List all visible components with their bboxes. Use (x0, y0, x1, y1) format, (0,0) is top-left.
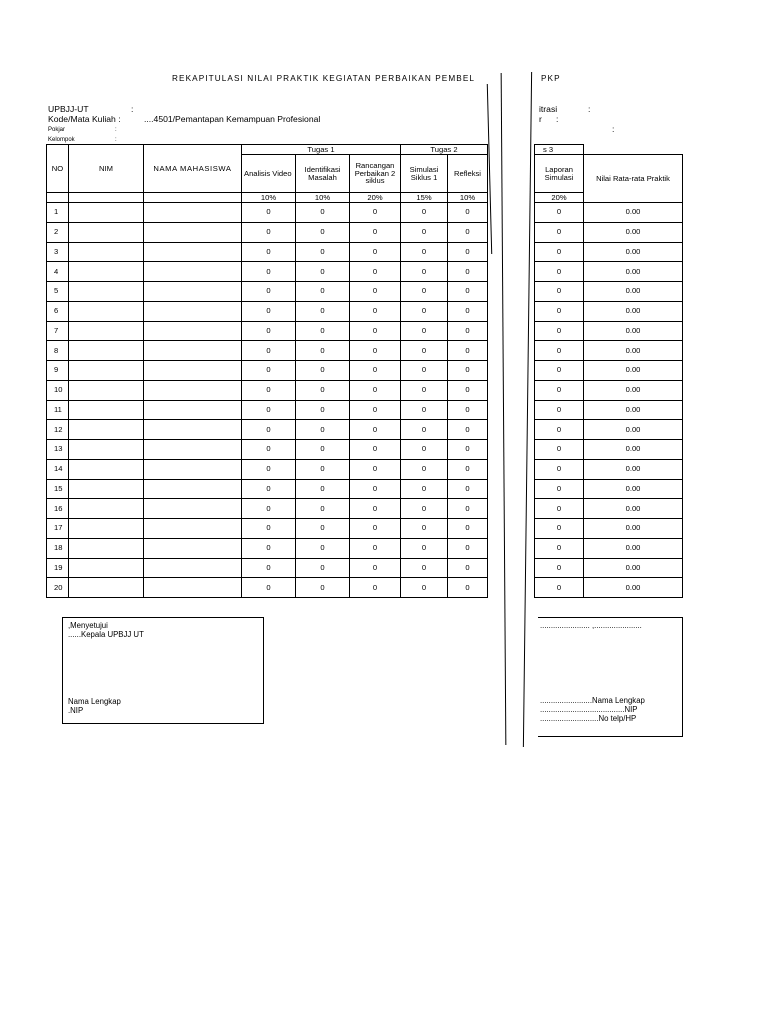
header-fragment-2-colon: : (556, 114, 559, 124)
nim-cell (69, 519, 144, 539)
score-identifikasi: 0 (296, 380, 350, 400)
fold-gap (488, 155, 535, 193)
score-simulasi: 0 (401, 262, 448, 282)
score-analisis: 0 (242, 361, 296, 381)
score-laporan: 0 (535, 262, 584, 282)
table-row (47, 479, 683, 499)
score-simulasi: 0 (401, 361, 448, 381)
score-refleksi: 0 (448, 301, 488, 321)
score-analisis: 0 (242, 538, 296, 558)
nim-cell (69, 499, 144, 519)
average-score: 0.00 (584, 578, 683, 598)
score-analisis: 0 (242, 499, 296, 519)
table-row (47, 262, 683, 282)
table-row (47, 538, 683, 558)
col-header-rancangan: Rancangan Perbaikan 2 siklus (350, 155, 401, 193)
nim-cell (69, 361, 144, 381)
score-analisis: 0 (242, 341, 296, 361)
score-laporan: 0 (535, 242, 584, 262)
average-score: 0.00 (584, 558, 683, 578)
row-number: 18 (47, 538, 69, 558)
row-number: 20 (47, 578, 69, 598)
score-refleksi: 0 (448, 242, 488, 262)
nim-cell (69, 479, 144, 499)
col-header-rata: Nilai Rata-rata Praktik (584, 155, 683, 203)
score-analisis: 0 (242, 380, 296, 400)
score-simulasi: 0 (401, 203, 448, 223)
score-refleksi: 0 (448, 479, 488, 499)
nama-cell (144, 440, 242, 460)
average-score: 0.00 (584, 341, 683, 361)
score-rancangan: 0 (350, 222, 401, 242)
score-rancangan: 0 (350, 578, 401, 598)
signature-box-right (538, 617, 683, 737)
fold-gap (488, 479, 535, 499)
group-header-tugas3: s 3 (535, 145, 584, 155)
score-analisis: 0 (242, 519, 296, 539)
score-simulasi: 0 (401, 538, 448, 558)
score-analisis: 0 (242, 262, 296, 282)
nim-cell (69, 262, 144, 282)
nim-cell (69, 380, 144, 400)
score-simulasi: 0 (401, 242, 448, 262)
fold-gap (488, 578, 535, 598)
average-score: 0.00 (584, 380, 683, 400)
score-rancangan: 0 (350, 262, 401, 282)
fold-gap (488, 459, 535, 479)
score-analisis: 0 (242, 558, 296, 578)
score-laporan: 0 (535, 519, 584, 539)
table-row (47, 578, 683, 598)
nim-subcell (69, 193, 144, 203)
nim-cell (69, 538, 144, 558)
nama-cell (144, 558, 242, 578)
score-simulasi: 0 (401, 519, 448, 539)
nim-cell (69, 459, 144, 479)
table-row (47, 380, 683, 400)
score-rancangan: 0 (350, 420, 401, 440)
score-laporan: 0 (535, 380, 584, 400)
signature-box-left (62, 617, 264, 724)
score-identifikasi: 0 (296, 242, 350, 262)
nim-cell (69, 301, 144, 321)
score-rancangan: 0 (350, 321, 401, 341)
col-header-simulasi: Simulasi Siklus 1 (401, 155, 448, 193)
fold-gap (488, 145, 535, 155)
score-laporan: 0 (535, 578, 584, 598)
score-refleksi: 0 (448, 558, 488, 578)
score-rancangan: 0 (350, 301, 401, 321)
score-refleksi: 0 (448, 499, 488, 519)
nama-cell (144, 282, 242, 302)
group-header-tugas1: Tugas 1 (242, 145, 401, 155)
table-row (47, 321, 683, 341)
header-fragment-1-colon: : (588, 104, 591, 114)
nim-cell (69, 578, 144, 598)
row-number: 4 (47, 262, 69, 282)
table-row (47, 203, 683, 223)
score-analisis: 0 (242, 222, 296, 242)
score-simulasi: 0 (401, 440, 448, 460)
score-laporan: 0 (535, 222, 584, 242)
nama-cell (144, 380, 242, 400)
name-label: Nama Lengkap (68, 697, 121, 706)
score-identifikasi: 0 (296, 538, 350, 558)
average-score: 0.00 (584, 479, 683, 499)
nim-cell (69, 321, 144, 341)
score-refleksi: 0 (448, 262, 488, 282)
table-row (47, 400, 683, 420)
row-number: 19 (47, 558, 69, 578)
score-laporan: 0 (535, 558, 584, 578)
score-identifikasi: 0 (296, 459, 350, 479)
score-rancangan: 0 (350, 479, 401, 499)
pokjar-label: Pokjar (48, 127, 66, 133)
row-number: 10 (47, 380, 69, 400)
row-number: 7 (47, 321, 69, 341)
score-identifikasi: 0 (296, 341, 350, 361)
average-score: 0.00 (584, 400, 683, 420)
weight-simulasi: 15% (401, 193, 448, 203)
approval-label: ,Menyetujui (68, 621, 108, 630)
score-analisis: 0 (242, 440, 296, 460)
nama-cell (144, 578, 242, 598)
weight-identifikasi: 10% (296, 193, 350, 203)
header-fragment-3-colon: : (612, 124, 615, 134)
row-number: 11 (47, 400, 69, 420)
nim-cell (69, 558, 144, 578)
score-refleksi: 0 (448, 420, 488, 440)
nama-cell (144, 361, 242, 381)
average-score: 0.00 (584, 499, 683, 519)
score-rancangan: 0 (350, 538, 401, 558)
table-row (47, 301, 683, 321)
row-number: 17 (47, 519, 69, 539)
score-laporan: 0 (535, 341, 584, 361)
nim-cell (69, 222, 144, 242)
score-rancangan: 0 (350, 440, 401, 460)
nama-cell (144, 301, 242, 321)
col-header-laporan: Laporan Simulasi (535, 155, 584, 193)
row-number: 3 (47, 242, 69, 262)
score-identifikasi: 0 (296, 479, 350, 499)
average-score: 0.00 (584, 282, 683, 302)
col-header-refleksi: Refleksi (448, 155, 488, 193)
score-rancangan: 0 (350, 499, 401, 519)
nama-cell (144, 538, 242, 558)
score-simulasi: 0 (401, 459, 448, 479)
table-row (47, 519, 683, 539)
pokjar-colon: : (115, 127, 117, 133)
score-analisis: 0 (242, 420, 296, 440)
nim-cell (69, 420, 144, 440)
score-rancangan: 0 (350, 282, 401, 302)
score-analisis: 0 (242, 400, 296, 420)
place-date-line: ....................... ,...................... (540, 621, 642, 630)
fold-gap (488, 519, 535, 539)
nim-cell (69, 341, 144, 361)
table-row (47, 242, 683, 262)
nim-cell (69, 282, 144, 302)
score-refleksi: 0 (448, 341, 488, 361)
table-row (47, 459, 683, 479)
score-identifikasi: 0 (296, 282, 350, 302)
score-identifikasi: 0 (296, 400, 350, 420)
score-rancangan: 0 (350, 361, 401, 381)
score-rancangan: 0 (350, 459, 401, 479)
kode-label: Kode/Mata Kuliah : (48, 114, 121, 124)
nama-cell (144, 341, 242, 361)
col-header-nama: NAMA MAHASISWA (144, 145, 242, 193)
score-identifikasi: 0 (296, 301, 350, 321)
score-laporan: 0 (535, 499, 584, 519)
score-simulasi: 0 (401, 400, 448, 420)
average-score: 0.00 (584, 203, 683, 223)
score-identifikasi: 0 (296, 203, 350, 223)
fold-gap (488, 262, 535, 282)
score-simulasi: 0 (401, 380, 448, 400)
nim-cell (69, 400, 144, 420)
nama-cell (144, 479, 242, 499)
fold-gap (488, 558, 535, 578)
nama-cell (144, 242, 242, 262)
average-score: 0.00 (584, 420, 683, 440)
table-row (47, 499, 683, 519)
score-identifikasi: 0 (296, 578, 350, 598)
score-laporan: 0 (535, 361, 584, 381)
average-score: 0.00 (584, 538, 683, 558)
no-subcell (47, 193, 69, 203)
score-refleksi: 0 (448, 519, 488, 539)
score-refleksi: 0 (448, 203, 488, 223)
score-rancangan: 0 (350, 341, 401, 361)
nama-cell (144, 400, 242, 420)
score-simulasi: 0 (401, 341, 448, 361)
score-analisis: 0 (242, 242, 296, 262)
phone-line: ...........................No telp/HP (540, 714, 637, 723)
score-refleksi: 0 (448, 222, 488, 242)
nim-cell (69, 440, 144, 460)
grades-table (46, 144, 683, 598)
score-laporan: 0 (535, 538, 584, 558)
nama-cell (144, 459, 242, 479)
weight-rancangan: 20% (350, 193, 401, 203)
row-number: 13 (47, 440, 69, 460)
score-laporan: 0 (535, 301, 584, 321)
score-analisis: 0 (242, 479, 296, 499)
header-fragment-2: r (539, 114, 542, 124)
score-rancangan: 0 (350, 519, 401, 539)
score-simulasi: 0 (401, 479, 448, 499)
kelompok-colon: : (115, 137, 117, 143)
row-number: 2 (47, 222, 69, 242)
score-laporan: 0 (535, 400, 584, 420)
fold-gap (488, 538, 535, 558)
nip-line: .......................................NIP (540, 705, 638, 714)
score-simulasi: 0 (401, 321, 448, 341)
score-identifikasi: 0 (296, 361, 350, 381)
fold-gap (488, 222, 535, 242)
table-row (47, 558, 683, 578)
row-number: 14 (47, 459, 69, 479)
nama-cell (144, 321, 242, 341)
score-laporan: 0 (535, 440, 584, 460)
nama-cell (144, 519, 242, 539)
score-identifikasi: 0 (296, 262, 350, 282)
nim-cell (69, 242, 144, 262)
table-row (47, 440, 683, 460)
kode-value: ....4501/Pemantapan Kemampuan Profesional (144, 114, 321, 124)
row-number: 9 (47, 361, 69, 381)
nama-cell (144, 203, 242, 223)
score-analisis: 0 (242, 459, 296, 479)
row-number: 8 (47, 341, 69, 361)
score-rancangan: 0 (350, 558, 401, 578)
score-simulasi: 0 (401, 578, 448, 598)
score-simulasi: 0 (401, 499, 448, 519)
score-rancangan: 0 (350, 242, 401, 262)
score-simulasi: 0 (401, 282, 448, 302)
score-analisis: 0 (242, 301, 296, 321)
score-identifikasi: 0 (296, 420, 350, 440)
row-number: 1 (47, 203, 69, 223)
average-score: 0.00 (584, 262, 683, 282)
col-header-analisis: Analisis Video (242, 155, 296, 193)
score-laporan: 0 (535, 479, 584, 499)
score-refleksi: 0 (448, 400, 488, 420)
score-rancangan: 0 (350, 380, 401, 400)
nama-cell (144, 262, 242, 282)
upbjj-colon: : (131, 104, 134, 114)
row-number: 6 (47, 301, 69, 321)
header-fragment-1: itrasi (539, 104, 558, 114)
row-number: 15 (47, 479, 69, 499)
average-score: 0.00 (584, 321, 683, 341)
average-score: 0.00 (584, 361, 683, 381)
score-rancangan: 0 (350, 203, 401, 223)
score-simulasi: 0 (401, 420, 448, 440)
average-score: 0.00 (584, 459, 683, 479)
score-refleksi: 0 (448, 538, 488, 558)
average-score: 0.00 (584, 519, 683, 539)
score-analisis: 0 (242, 578, 296, 598)
score-rancangan: 0 (350, 400, 401, 420)
table-row (47, 361, 683, 381)
score-identifikasi: 0 (296, 321, 350, 341)
score-refleksi: 0 (448, 459, 488, 479)
blank-cell (584, 145, 683, 155)
score-refleksi: 0 (448, 380, 488, 400)
score-refleksi: 0 (448, 321, 488, 341)
average-score: 0.00 (584, 440, 683, 460)
score-simulasi: 0 (401, 301, 448, 321)
col-header-no: NO (47, 145, 69, 193)
table-row (47, 282, 683, 302)
score-identifikasi: 0 (296, 519, 350, 539)
score-identifikasi: 0 (296, 222, 350, 242)
score-refleksi: 0 (448, 282, 488, 302)
row-number: 16 (47, 499, 69, 519)
score-laporan: 0 (535, 420, 584, 440)
table-row (47, 420, 683, 440)
score-refleksi: 0 (448, 578, 488, 598)
nama-cell (144, 499, 242, 519)
nama-subcell (144, 193, 242, 203)
score-identifikasi: 0 (296, 558, 350, 578)
score-simulasi: 0 (401, 558, 448, 578)
group-header-tugas2: Tugas 2 (401, 145, 488, 155)
score-analisis: 0 (242, 203, 296, 223)
score-laporan: 0 (535, 282, 584, 302)
score-identifikasi: 0 (296, 499, 350, 519)
score-refleksi: 0 (448, 440, 488, 460)
row-number: 5 (47, 282, 69, 302)
score-laporan: 0 (535, 459, 584, 479)
nim-cell (69, 203, 144, 223)
weight-laporan: 20% (535, 193, 584, 203)
col-header-nim: NIM (69, 145, 144, 193)
nama-cell (144, 222, 242, 242)
upbjj-label: UPBJJ-UT (48, 104, 89, 114)
fold-gap (488, 193, 535, 203)
col-header-identifikasi: Identifikasi Masalah (296, 155, 350, 193)
score-simulasi: 0 (401, 222, 448, 242)
score-refleksi: 0 (448, 361, 488, 381)
fold-gap (488, 242, 535, 262)
name-line: ........................Nama Lengkap (540, 696, 645, 705)
table-row (47, 341, 683, 361)
row-number: 12 (47, 420, 69, 440)
weight-analisis: 10% (242, 193, 296, 203)
average-score: 0.00 (584, 222, 683, 242)
nama-cell (144, 420, 242, 440)
fold-gap (488, 203, 535, 223)
score-laporan: 0 (535, 321, 584, 341)
fold-gap (488, 499, 535, 519)
document-title-fragment: PKP (541, 74, 561, 83)
head-label: ......Kepala UPBJJ UT (68, 630, 144, 639)
score-analisis: 0 (242, 282, 296, 302)
score-identifikasi: 0 (296, 440, 350, 460)
kelompok-label: Kelompok (48, 137, 75, 143)
document-title: REKAPITULASI NILAI PRAKTIK KEGIATAN PERBAIKAN PEMBEL (172, 74, 476, 83)
average-score: 0.00 (584, 242, 683, 262)
nip-label: .NIP (68, 706, 84, 715)
score-analisis: 0 (242, 321, 296, 341)
score-laporan: 0 (535, 203, 584, 223)
table-row (47, 222, 683, 242)
weight-refleksi: 10% (448, 193, 488, 203)
average-score: 0.00 (584, 301, 683, 321)
